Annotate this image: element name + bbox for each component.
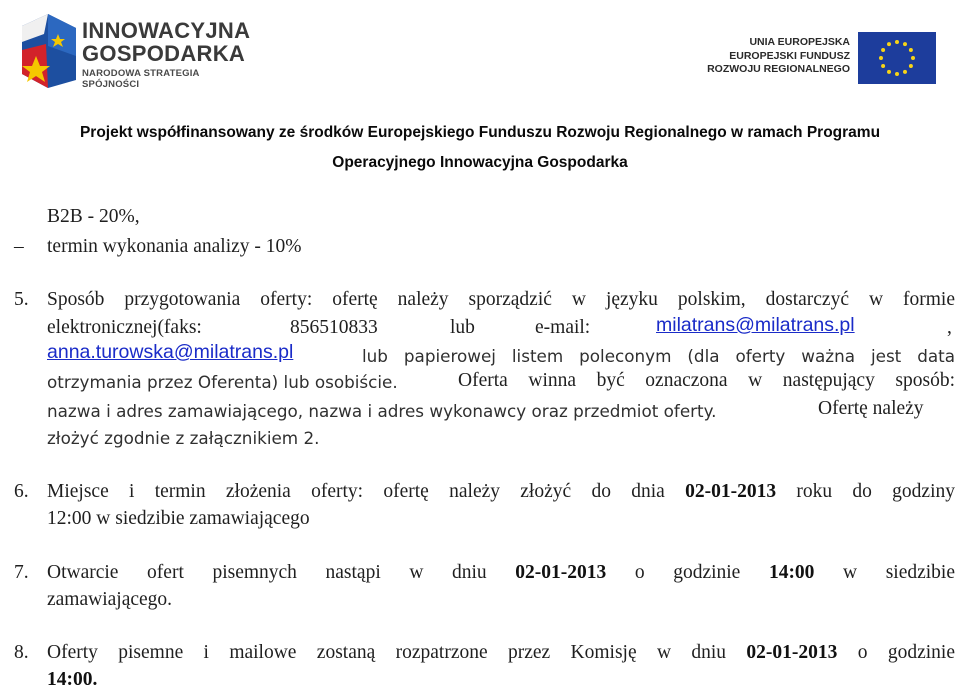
section7-text-c: w siedzibie xyxy=(843,562,956,583)
section5-number: 5. xyxy=(14,289,29,310)
section8-time-value: 14:00. xyxy=(47,669,98,690)
section8-number: 8. xyxy=(14,642,29,663)
section5-line6: złożyć zgodnie z załącznikiem 2. xyxy=(47,428,320,448)
section7-time: 14:00 xyxy=(768,562,815,583)
section5-line4-b: Oferta winna być oznaczona w następujący sposób: xyxy=(458,370,955,391)
list-item-b2b: B2B - 20%, xyxy=(47,206,140,227)
section7-date: 02-01-2013 xyxy=(515,562,607,583)
section5-line3-rest: lub papierowej listem poleconym (dla oferty ważna jest data xyxy=(362,346,955,366)
section5-elektronicznej: elektronicznej(faks: xyxy=(47,317,202,338)
list-dash-marker: – xyxy=(14,236,24,257)
section7-text-a: Otwarcie ofert pisemnych nastąpi w dniu xyxy=(47,562,487,583)
section6-text-b: roku do godziny xyxy=(796,481,955,502)
section5-line4-a: otrzymania przez Oferenta) lub osobiście. xyxy=(47,372,398,392)
section7-text-b: o godzinie xyxy=(634,562,741,583)
section7-line1 xyxy=(47,562,955,584)
logo-text-line1: INNOWACYJNA xyxy=(82,18,251,43)
section5-line1: Sposób przygotowania oferty: ofertę należy sporządzić w języku polskim, dostarczyć w formie xyxy=(47,289,955,310)
section5-comma: , xyxy=(947,317,952,338)
section5-line5: nazwa i adres zamawiającego, nazwa i adres wykonawcy oraz przedmiot oferty. xyxy=(47,401,717,421)
section5-lub: lub xyxy=(450,317,475,338)
section5-email-label: e-mail: xyxy=(535,317,591,338)
project-cofinancing-line1: Projekt współfinansowany ze środków Europejskiego Funduszu Rozwoju Regionalnego w ramach Programu xyxy=(79,124,881,141)
innowacyjna-gospodarka-emblem-icon xyxy=(18,12,80,88)
eu-flag-icon xyxy=(858,32,936,84)
section7-number: 7. xyxy=(14,562,29,583)
section8-text-b: o godzinie xyxy=(857,642,955,663)
section6-line1 xyxy=(47,481,955,503)
section7-line2: zamawiającego. xyxy=(47,589,173,610)
section5-fax-number: 856510833 xyxy=(290,317,378,338)
section8-line1 xyxy=(47,642,955,664)
section6-number: 6. xyxy=(14,481,29,502)
logo-text-line2: GOSPODARKA xyxy=(82,41,246,66)
section6-text-a: Miejsce i termin złożenia oferty: ofertę należy złożyć do dnia xyxy=(47,481,665,502)
section6-date: 02-01-2013 xyxy=(685,481,777,502)
section5-line5-b: Ofertę należy xyxy=(818,398,924,419)
project-cofinancing-line2: Operacyjnego Innowacyjna Gospodarka xyxy=(332,154,628,171)
section8-text-a: Oferty pisemne i mailowe zostaną rozpatrzone przez Komisję w dniu xyxy=(47,642,727,663)
email-link-anna-turowska[interactable]: anna.turowska@milatrans.pl xyxy=(47,341,294,363)
eu-logo-text-line2: EUROPEJSKI FUNDUSZ xyxy=(729,50,850,62)
eu-logo-text-line3: ROZWOJU REGIONALNEGO xyxy=(707,63,850,75)
eu-regional-fund-logo xyxy=(707,30,942,86)
section8-date: 02-01-2013 xyxy=(746,642,838,663)
eu-logo-text-line1: UNIA EUROPEJSKA xyxy=(749,36,850,48)
innowacyjna-gospodarka-logo xyxy=(18,8,258,88)
logo-text-line3: NARODOWA STRATEGIA SPÓJNOŚCI xyxy=(82,68,200,90)
list-item-analysis: termin wykonania analizy - 10% xyxy=(47,236,302,257)
email-link-milatrans[interactable]: milatrans@milatrans.pl xyxy=(656,314,855,336)
section6-line2: 12:00 w siedzibie zamawiającego xyxy=(47,508,310,529)
